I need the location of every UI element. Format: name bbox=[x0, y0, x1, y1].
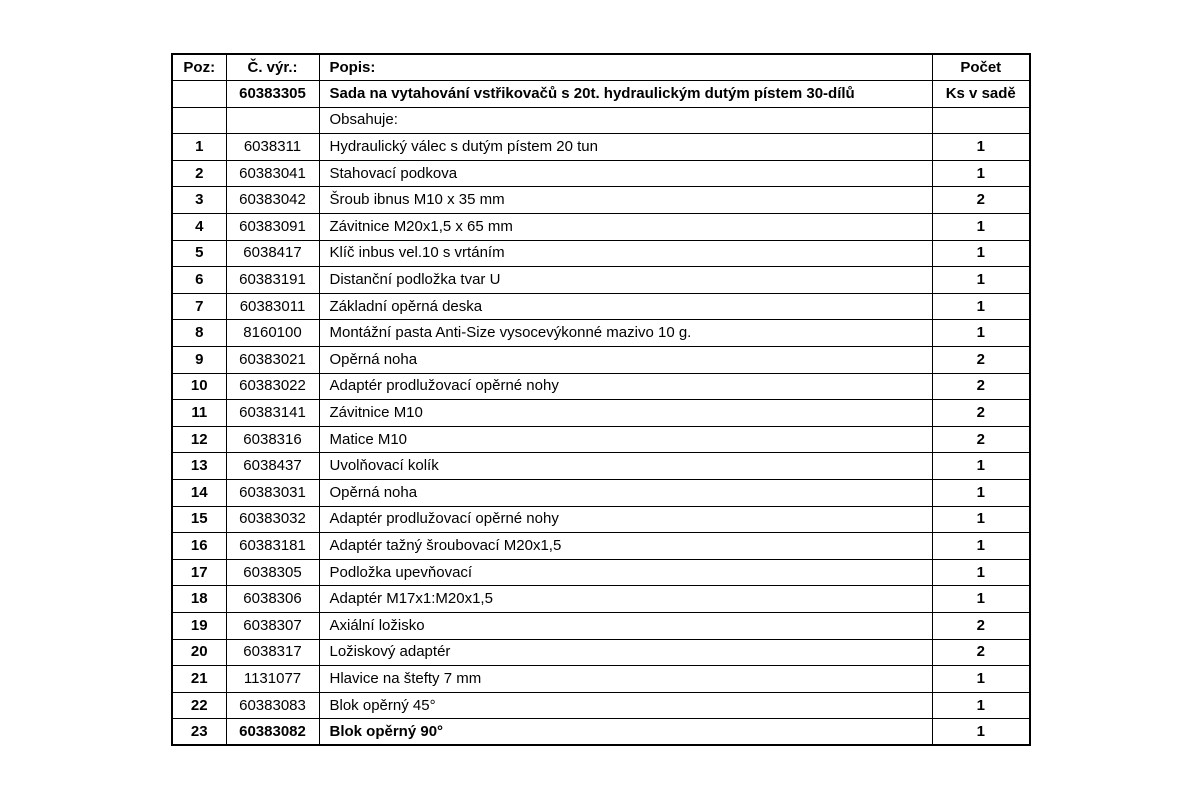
description-cell: Klíč inbus vel.10 s vrtáním bbox=[319, 240, 932, 267]
table-row bbox=[172, 453, 1030, 480]
count-cell: 1 bbox=[932, 666, 1030, 693]
table-row bbox=[172, 267, 1030, 294]
pos-cell: 1 bbox=[172, 134, 226, 161]
table-row bbox=[172, 293, 1030, 320]
contains-part-cell bbox=[226, 107, 319, 134]
pos-cell: 23 bbox=[172, 719, 226, 746]
count-cell: 1 bbox=[932, 586, 1030, 613]
pos-cell: 3 bbox=[172, 187, 226, 214]
header-row bbox=[172, 54, 1030, 81]
contains-count-cell bbox=[932, 107, 1030, 134]
count-cell: 1 bbox=[932, 134, 1030, 161]
set-pos-cell bbox=[172, 81, 226, 108]
table-row bbox=[172, 480, 1030, 507]
pos-cell: 18 bbox=[172, 586, 226, 613]
description-cell: Základní opěrná deska bbox=[319, 293, 932, 320]
part-number-cell: 6038417 bbox=[226, 240, 319, 267]
pos-cell: 2 bbox=[172, 160, 226, 187]
set-row bbox=[172, 81, 1030, 108]
part-number-cell: 6038437 bbox=[226, 453, 319, 480]
part-number-cell: 60383032 bbox=[226, 506, 319, 533]
table-row bbox=[172, 240, 1030, 267]
part-number-cell: 60383011 bbox=[226, 293, 319, 320]
pos-cell: 14 bbox=[172, 480, 226, 507]
table-row bbox=[172, 426, 1030, 453]
part-number-cell: 60383031 bbox=[226, 480, 319, 507]
description-cell: Matice M10 bbox=[319, 426, 932, 453]
parts-table-body bbox=[172, 54, 1030, 745]
table-row bbox=[172, 214, 1030, 241]
pos-cell: 20 bbox=[172, 639, 226, 666]
table-row bbox=[172, 187, 1030, 214]
contains-pos-cell bbox=[172, 107, 226, 134]
header-pos: Poz: bbox=[172, 54, 226, 81]
count-cell: 1 bbox=[932, 692, 1030, 719]
pos-cell: 7 bbox=[172, 293, 226, 320]
description-cell: Hydraulický válec s dutým pístem 20 tun bbox=[319, 134, 932, 161]
set-part-number: 60383305 bbox=[226, 81, 319, 108]
description-cell: Hlavice na štefty 7 mm bbox=[319, 666, 932, 693]
description-cell: Montážní pasta Anti-Size vysocevýkonné mazivo 10 g. bbox=[319, 320, 932, 347]
pos-cell: 16 bbox=[172, 533, 226, 560]
table-row bbox=[172, 373, 1030, 400]
part-number-cell: 6038311 bbox=[226, 134, 319, 161]
set-count-label: Ks v sadě bbox=[932, 81, 1030, 108]
part-number-cell: 6038306 bbox=[226, 586, 319, 613]
part-number-cell: 60383141 bbox=[226, 400, 319, 427]
pos-cell: 12 bbox=[172, 426, 226, 453]
part-number-cell: 6038316 bbox=[226, 426, 319, 453]
pos-cell: 15 bbox=[172, 506, 226, 533]
part-number-cell: 60383022 bbox=[226, 373, 319, 400]
header-part-number: Č. výr.: bbox=[226, 54, 319, 81]
table-row bbox=[172, 719, 1030, 746]
count-cell: 2 bbox=[932, 400, 1030, 427]
table-row bbox=[172, 400, 1030, 427]
pos-cell: 5 bbox=[172, 240, 226, 267]
pos-cell: 11 bbox=[172, 400, 226, 427]
pos-cell: 17 bbox=[172, 559, 226, 586]
description-cell: Adaptér tažný šroubovací M20x1,5 bbox=[319, 533, 932, 560]
table-row bbox=[172, 666, 1030, 693]
parts-table bbox=[171, 53, 1031, 746]
part-number-cell: 60383091 bbox=[226, 214, 319, 241]
part-number-cell: 60383181 bbox=[226, 533, 319, 560]
pos-cell: 9 bbox=[172, 347, 226, 374]
part-number-cell: 60383041 bbox=[226, 160, 319, 187]
description-cell: Stahovací podkova bbox=[319, 160, 932, 187]
description-cell: Blok opěrný 45° bbox=[319, 692, 932, 719]
count-cell: 2 bbox=[932, 612, 1030, 639]
count-cell: 1 bbox=[932, 559, 1030, 586]
pos-cell: 22 bbox=[172, 692, 226, 719]
part-number-cell: 6038307 bbox=[226, 612, 319, 639]
pos-cell: 10 bbox=[172, 373, 226, 400]
description-cell: Adaptér M17x1:M20x1,5 bbox=[319, 586, 932, 613]
count-cell: 1 bbox=[932, 293, 1030, 320]
description-cell: Blok opěrný 90° bbox=[319, 719, 932, 746]
pos-cell: 21 bbox=[172, 666, 226, 693]
part-number-cell: 60383083 bbox=[226, 692, 319, 719]
table-row bbox=[172, 586, 1030, 613]
count-cell: 2 bbox=[932, 426, 1030, 453]
pos-cell: 8 bbox=[172, 320, 226, 347]
count-cell: 2 bbox=[932, 639, 1030, 666]
part-number-cell: 60383191 bbox=[226, 267, 319, 294]
header-count: Počet bbox=[932, 54, 1030, 81]
table-row bbox=[172, 506, 1030, 533]
count-cell: 1 bbox=[932, 480, 1030, 507]
pos-cell: 13 bbox=[172, 453, 226, 480]
count-cell: 1 bbox=[932, 719, 1030, 746]
description-cell: Opěrná noha bbox=[319, 347, 932, 374]
description-cell: Ložiskový adaptér bbox=[319, 639, 932, 666]
pos-cell: 6 bbox=[172, 267, 226, 294]
part-number-cell: 1131077 bbox=[226, 666, 319, 693]
description-cell: Podložka upevňovací bbox=[319, 559, 932, 586]
part-number-cell: 60383042 bbox=[226, 187, 319, 214]
count-cell: 1 bbox=[932, 214, 1030, 241]
count-cell: 1 bbox=[932, 533, 1030, 560]
pos-cell: 19 bbox=[172, 612, 226, 639]
description-cell: Opěrná noha bbox=[319, 480, 932, 507]
pos-cell: 4 bbox=[172, 214, 226, 241]
description-cell: Závitnice M20x1,5 x 65 mm bbox=[319, 214, 932, 241]
part-number-cell: 6038317 bbox=[226, 639, 319, 666]
count-cell: 1 bbox=[932, 240, 1030, 267]
set-description: Sada na vytahování vstřikovačů s 20t. hydraulickým dutým pístem 30-dílů bbox=[319, 81, 932, 108]
table-row bbox=[172, 134, 1030, 161]
table-row bbox=[172, 559, 1030, 586]
part-number-cell: 8160100 bbox=[226, 320, 319, 347]
count-cell: 1 bbox=[932, 267, 1030, 294]
table-row bbox=[172, 533, 1030, 560]
part-number-cell: 60383082 bbox=[226, 719, 319, 746]
table-row bbox=[172, 639, 1030, 666]
description-cell: Uvolňovací kolík bbox=[319, 453, 932, 480]
count-cell: 2 bbox=[932, 187, 1030, 214]
count-cell: 1 bbox=[932, 160, 1030, 187]
table-row bbox=[172, 347, 1030, 374]
description-cell: Šroub ibnus M10 x 35 mm bbox=[319, 187, 932, 214]
table-row bbox=[172, 692, 1030, 719]
description-cell: Adaptér prodlužovací opěrné nohy bbox=[319, 373, 932, 400]
description-cell: Adaptér prodlužovací opěrné nohy bbox=[319, 506, 932, 533]
description-cell: Distanční podložka tvar U bbox=[319, 267, 932, 294]
description-cell: Závitnice M10 bbox=[319, 400, 932, 427]
table-row bbox=[172, 160, 1030, 187]
header-description: Popis: bbox=[319, 54, 932, 81]
table-row bbox=[172, 612, 1030, 639]
count-cell: 1 bbox=[932, 453, 1030, 480]
contains-row bbox=[172, 107, 1030, 134]
part-number-cell: 60383021 bbox=[226, 347, 319, 374]
table-row bbox=[172, 320, 1030, 347]
count-cell: 1 bbox=[932, 506, 1030, 533]
count-cell: 2 bbox=[932, 347, 1030, 374]
count-cell: 1 bbox=[932, 320, 1030, 347]
part-number-cell: 6038305 bbox=[226, 559, 319, 586]
contains-label: Obsahuje: bbox=[319, 107, 932, 134]
description-cell: Axiální ložisko bbox=[319, 612, 932, 639]
count-cell: 2 bbox=[932, 373, 1030, 400]
